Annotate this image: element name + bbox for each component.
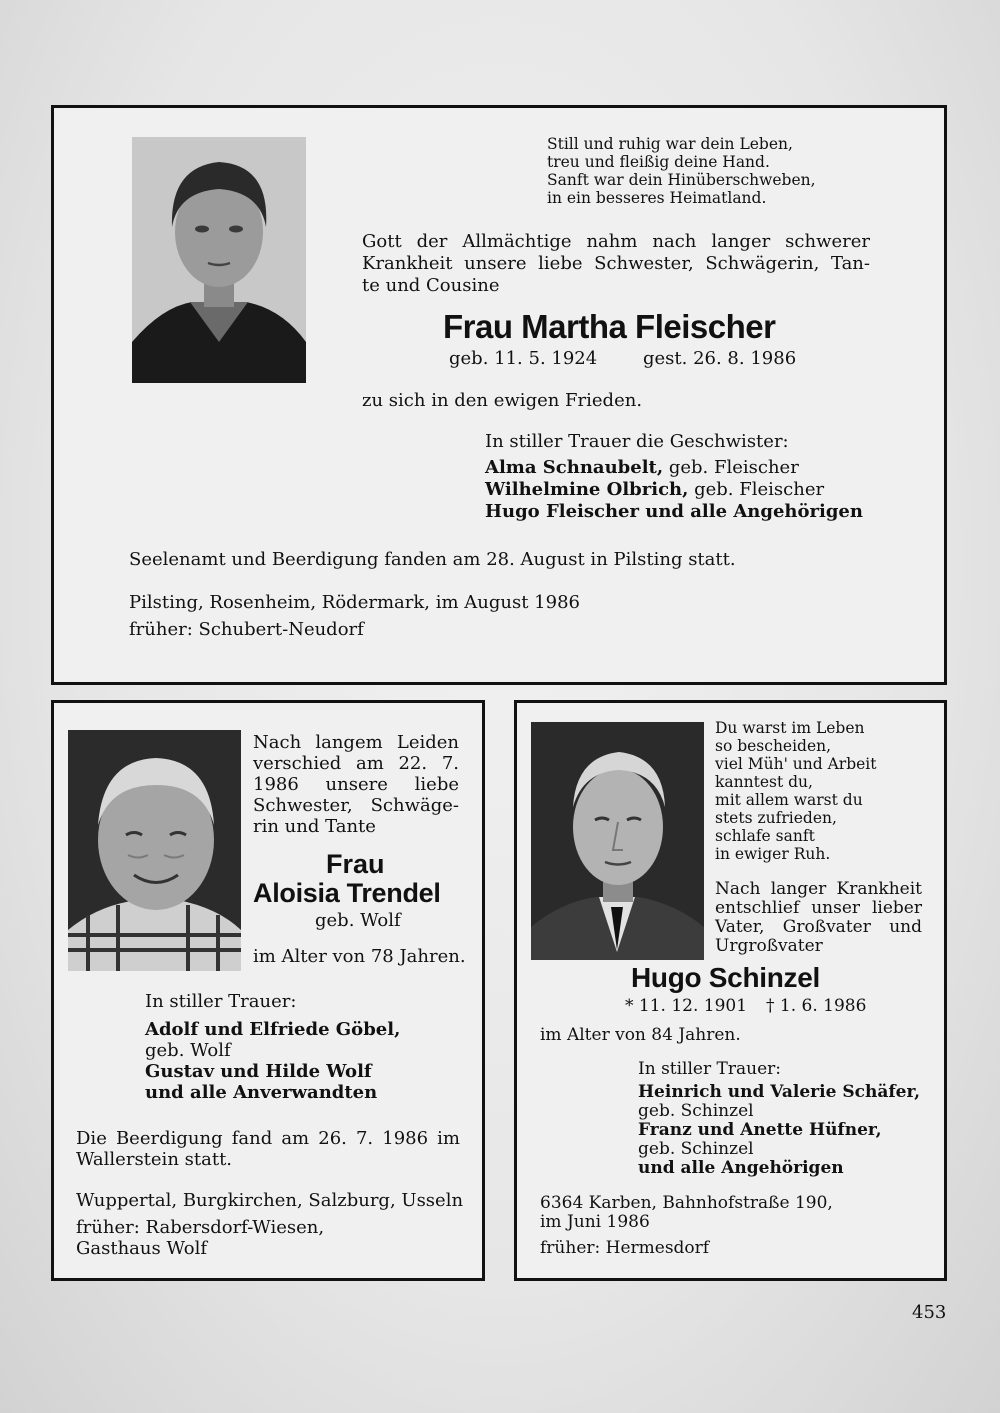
mourner-line: geb. Schinzel [638, 1139, 754, 1159]
funeral-line: Die Beerdigung fand am 26. 7. 1986 im [76, 1128, 460, 1149]
formerly-text: früher: Hermesdorf [540, 1238, 710, 1258]
poem-line: Du warst im Leben [715, 719, 865, 737]
places-text: Wuppertal, Burgkirchen, Salzburg, Usseln [76, 1190, 464, 1211]
intro-line: Nach langem Leiden [253, 732, 459, 753]
intro-line: rin und Tante [253, 816, 376, 837]
intro-line: te und Cousine [362, 275, 500, 296]
nee-text: geb. Wolf [315, 910, 401, 931]
poem-line: treu und fleißig deine Hand. [547, 153, 770, 171]
formerly-line: früher: Rabersdorf-Wiesen, [76, 1217, 325, 1238]
funeral-text: Seelenamt und Beerdigung fanden am 28. August in Pilsting statt. [129, 549, 736, 570]
deceased-title: Frau [326, 849, 385, 879]
page-number: 453 [912, 1302, 947, 1323]
address-line: im Juni 1986 [540, 1212, 650, 1232]
mourner-line: Heinrich und Valerie Schäfer, [638, 1082, 921, 1102]
intro-line: Krankheit unsere liebe Schwester, Schwägerin, Tan- [362, 253, 870, 274]
poem-line: stets zufrieden, [715, 809, 837, 827]
mourner-line: geb. Wolf [145, 1040, 231, 1061]
poem-line: so bescheiden, [715, 737, 832, 755]
mourner-line: Wilhelmine Olbrich, geb. Fleischer [485, 479, 825, 500]
formerly-line: Gasthaus Wolf [76, 1238, 207, 1259]
mourner-line: Adolf und Elfriede Göbel, [145, 1019, 401, 1040]
birth-date: geb. 11. 5. 1924 [449, 348, 598, 369]
poem-line: in ein besseres Heimatland. [547, 189, 767, 207]
intro-line: Nach langer Krankheit [715, 879, 922, 899]
portrait-photo-hugo [531, 722, 704, 960]
mourner-line: Hugo Fleischer und alle Angehörigen [485, 501, 863, 522]
mourner-line: geb. Schinzel [638, 1101, 754, 1121]
obituary-hugo-schinzel [514, 700, 947, 1281]
intro-line: Schwester, Schwäge- [253, 795, 459, 816]
deceased-name: Hugo Schinzel [631, 962, 820, 993]
portrait-photo-aloisia [68, 730, 241, 971]
age-text: im Alter von 78 Jahren. [253, 946, 466, 967]
intro-line: entschlief unser lieber [715, 898, 922, 918]
mourner-line: Franz und Anette Hüfner, [638, 1120, 882, 1140]
address-line: 6364 Karben, Bahnhofstraße 190, [540, 1193, 833, 1213]
birth-date: * 11. 12. 1901 [625, 996, 748, 1016]
poem-line: Still und ruhig war dein Leben, [547, 135, 793, 153]
intro-line: verschied am 22. 7. [253, 753, 459, 774]
poem-line: kanntest du, [715, 773, 813, 791]
intro-line: 1986 unsere liebe [253, 774, 459, 795]
portrait-photo-martha [132, 137, 306, 383]
mourners-heading: In stiller Trauer die Geschwister: [485, 431, 789, 452]
poem-line: in ewiger Ruh. [715, 845, 831, 863]
portrait-elderly-woman-icon [68, 730, 241, 971]
intro-line: Urgroßvater [715, 936, 823, 956]
portrait-man-icon [531, 722, 704, 960]
mourner-line: Gustav und Hilde Wolf [145, 1061, 372, 1082]
poem-line: viel Müh' und Arbeit [715, 755, 877, 773]
places-text: Pilsting, Rosenheim, Rödermark, im August 1986 [129, 592, 580, 613]
poem-line: schlafe sanft [715, 827, 815, 845]
mourner-line: Alma Schnaubelt, geb. Fleischer [485, 457, 799, 478]
obituary-martha-fleischer [51, 105, 947, 685]
peace-line: zu sich in den ewigen Frieden. [362, 390, 643, 411]
poem-line: Sanft war dein Hinüberschweben, [547, 171, 816, 189]
intro-line: Gott der Allmächtige nahm nach langer schwerer [362, 231, 870, 252]
deceased-name: Aloisia Trendel [253, 878, 441, 908]
mourner-line: und alle Anverwandten [145, 1082, 378, 1103]
deceased-name: Frau Martha Fleischer [443, 308, 776, 345]
obituary-aloisia-trendel [51, 700, 485, 1281]
mourners-heading: In stiller Trauer: [638, 1059, 781, 1079]
portrait-woman-icon [132, 137, 306, 383]
mourners-heading: In stiller Trauer: [145, 991, 297, 1012]
mourner-line: und alle Angehörigen [638, 1158, 844, 1178]
death-date: † 1. 6. 1986 [766, 996, 867, 1016]
death-date: gest. 26. 8. 1986 [643, 348, 797, 369]
formerly-text: früher: Schubert-Neudorf [129, 619, 364, 640]
age-text: im Alter von 84 Jahren. [540, 1025, 741, 1045]
poem-line: mit allem warst du [715, 791, 863, 809]
intro-line: Vater, Großvater und [715, 917, 922, 937]
funeral-line: Wallerstein statt. [76, 1149, 233, 1170]
